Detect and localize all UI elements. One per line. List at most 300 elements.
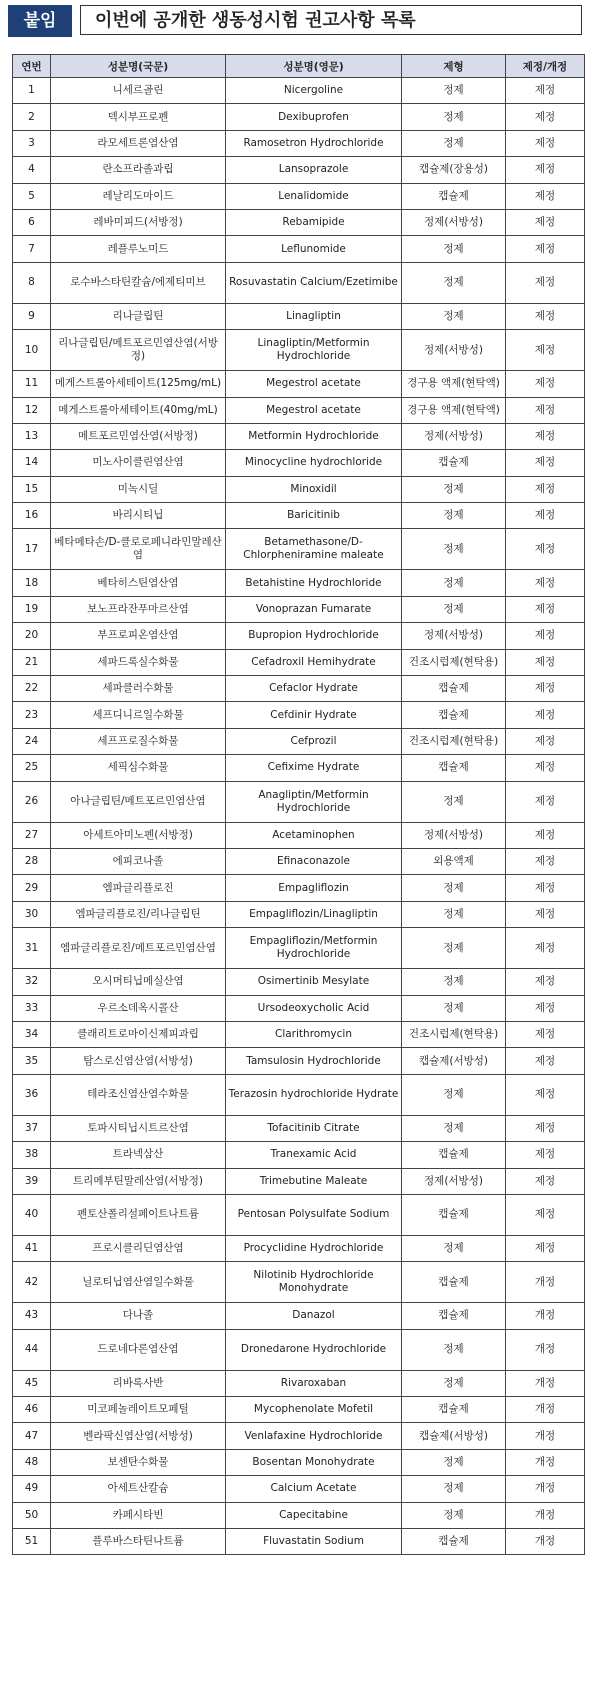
cell-status: 개정 xyxy=(506,1397,585,1423)
table-row xyxy=(13,1502,585,1528)
cell-english-name: Rebamipide xyxy=(226,209,402,235)
cell-number: 38 xyxy=(13,1142,51,1168)
table-row xyxy=(13,303,585,329)
cell-number: 13 xyxy=(13,423,51,449)
cell-dosage-form: 정제 xyxy=(402,596,506,622)
cell-number: 16 xyxy=(13,503,51,529)
cell-korean-name: 리나글립틴 xyxy=(51,303,226,329)
cell-korean-name: 클래리트로마이신제피과립 xyxy=(51,1021,226,1047)
cell-english-name: Lansoprazole xyxy=(226,157,402,183)
cell-status: 개정 xyxy=(506,1529,585,1555)
cell-number: 7 xyxy=(13,236,51,262)
cell-dosage-form: 정제(서방성) xyxy=(402,1168,506,1194)
cell-dosage-form: 정제(서방성) xyxy=(402,423,506,449)
cell-number: 9 xyxy=(13,303,51,329)
cell-dosage-form: 캡슐제 xyxy=(402,702,506,728)
cell-number: 37 xyxy=(13,1115,51,1141)
cell-dosage-form: 정제(서방성) xyxy=(402,822,506,848)
cell-number: 43 xyxy=(13,1303,51,1329)
cell-english-name: Tamsulosin Hydrochloride xyxy=(226,1048,402,1074)
cell-korean-name: 라모세트론염산염 xyxy=(51,130,226,156)
cell-dosage-form: 정제 xyxy=(402,303,506,329)
cell-dosage-form: 정제 xyxy=(402,969,506,995)
cell-number: 10 xyxy=(13,330,51,371)
cell-korean-name: 미녹시딜 xyxy=(51,476,226,502)
cell-dosage-form: 정제 xyxy=(402,529,506,570)
cell-dosage-form: 정제 xyxy=(402,130,506,156)
cell-status: 제정 xyxy=(506,676,585,702)
cell-dosage-form: 캡슐제(장용성) xyxy=(402,157,506,183)
cell-korean-name: 란소프라졸과립 xyxy=(51,157,226,183)
cell-korean-name: 로수바스타틴칼슘/에제티미브 xyxy=(51,262,226,303)
cell-number: 31 xyxy=(13,928,51,969)
cell-english-name: Nicergoline xyxy=(226,78,402,104)
cell-english-name: Megestrol acetate xyxy=(226,371,402,397)
cell-status: 개정 xyxy=(506,1449,585,1475)
cell-dosage-form: 캡슐제 xyxy=(402,1262,506,1303)
cell-number: 2 xyxy=(13,104,51,130)
cell-number: 18 xyxy=(13,570,51,596)
table-row xyxy=(13,1476,585,1502)
cell-number: 45 xyxy=(13,1370,51,1396)
cell-status: 제정 xyxy=(506,303,585,329)
table-row xyxy=(13,995,585,1021)
cell-status: 개정 xyxy=(506,1423,585,1449)
cell-status: 제정 xyxy=(506,1194,585,1235)
cell-korean-name: 세파드록실수화물 xyxy=(51,649,226,675)
cell-status: 제정 xyxy=(506,397,585,423)
table-row xyxy=(13,596,585,622)
cell-english-name: Fluvastatin Sodium xyxy=(226,1529,402,1555)
cell-korean-name: 레바미피드(서방정) xyxy=(51,209,226,235)
cell-english-name: Terazosin hydrochloride Hydrate xyxy=(226,1074,402,1115)
table-row xyxy=(13,1115,585,1141)
cell-status: 제정 xyxy=(506,649,585,675)
cell-number: 39 xyxy=(13,1168,51,1194)
cell-number: 40 xyxy=(13,1194,51,1235)
cell-korean-name: 아나글립틴/메트포르민염산염 xyxy=(51,781,226,822)
table-row xyxy=(13,157,585,183)
cell-number: 20 xyxy=(13,623,51,649)
table-row xyxy=(13,728,585,754)
cell-dosage-form: 캡슐제(서방성) xyxy=(402,1423,506,1449)
cell-dosage-form: 정제 xyxy=(402,1449,506,1475)
cell-number: 19 xyxy=(13,596,51,622)
table-row xyxy=(13,875,585,901)
cell-korean-name: 세프디니르일수화물 xyxy=(51,702,226,728)
cell-english-name: Trimebutine Maleate xyxy=(226,1168,402,1194)
cell-number: 46 xyxy=(13,1397,51,1423)
table-row xyxy=(13,822,585,848)
table-row xyxy=(13,1048,585,1074)
table-row xyxy=(13,450,585,476)
cell-english-name: Acetaminophen xyxy=(226,822,402,848)
table-row xyxy=(13,236,585,262)
cell-number: 26 xyxy=(13,781,51,822)
cell-status: 제정 xyxy=(506,1074,585,1115)
cell-number: 6 xyxy=(13,209,51,235)
cell-dosage-form: 캡슐제 xyxy=(402,755,506,781)
cell-status: 제정 xyxy=(506,529,585,570)
cell-english-name: Cefaclor Hydrate xyxy=(226,676,402,702)
table-row xyxy=(13,1529,585,1555)
cell-english-name: Betahistine Hydrochloride xyxy=(226,570,402,596)
table-row xyxy=(13,676,585,702)
cell-status: 제정 xyxy=(506,875,585,901)
cell-english-name: Cefprozil xyxy=(226,728,402,754)
cell-dosage-form: 정제(서방성) xyxy=(402,623,506,649)
cell-number: 32 xyxy=(13,969,51,995)
cell-number: 29 xyxy=(13,875,51,901)
cell-korean-name: 테라조신염산염수화물 xyxy=(51,1074,226,1115)
table-row xyxy=(13,901,585,927)
cell-english-name: Empagliflozin/Metformin Hydrochloride xyxy=(226,928,402,969)
table-row xyxy=(13,1194,585,1235)
cell-korean-name: 트라넥삼산 xyxy=(51,1142,226,1168)
cell-dosage-form: 정제 xyxy=(402,236,506,262)
table-row xyxy=(13,1397,585,1423)
table-row xyxy=(13,371,585,397)
cell-number: 22 xyxy=(13,676,51,702)
cell-english-name: Betamethasone/D-Chlorpheniramine maleate xyxy=(226,529,402,570)
cell-number: 25 xyxy=(13,755,51,781)
cell-english-name: Empagliflozin xyxy=(226,875,402,901)
cell-dosage-form: 정제 xyxy=(402,78,506,104)
table-row xyxy=(13,1235,585,1261)
cell-korean-name: 탐스로신염산염(서방성) xyxy=(51,1048,226,1074)
table-row xyxy=(13,1329,585,1370)
cell-status: 제정 xyxy=(506,848,585,874)
cell-number: 36 xyxy=(13,1074,51,1115)
cell-korean-name: 아세트산칼슘 xyxy=(51,1476,226,1502)
column-header-korean-name: 성분명(국문) xyxy=(51,55,226,78)
cell-dosage-form: 정제 xyxy=(402,901,506,927)
cell-number: 27 xyxy=(13,822,51,848)
cell-english-name: Anagliptin/Metformin Hydrochloride xyxy=(226,781,402,822)
cell-dosage-form: 정제 xyxy=(402,1235,506,1261)
table-row xyxy=(13,397,585,423)
cell-number: 8 xyxy=(13,262,51,303)
cell-dosage-form: 정제 xyxy=(402,875,506,901)
cell-status: 제정 xyxy=(506,371,585,397)
table-row xyxy=(13,104,585,130)
cell-dosage-form: 정제 xyxy=(402,1370,506,1396)
cell-korean-name: 벤라팍신염산염(서방성) xyxy=(51,1423,226,1449)
table-row xyxy=(13,1423,585,1449)
cell-number: 48 xyxy=(13,1449,51,1475)
cell-english-name: Efinaconazole xyxy=(226,848,402,874)
table-row xyxy=(13,423,585,449)
cell-korean-name: 보센탄수화물 xyxy=(51,1449,226,1475)
cell-number: 41 xyxy=(13,1235,51,1261)
cell-english-name: Minocycline hydrochloride xyxy=(226,450,402,476)
cell-korean-name: 메트포르민염산염(서방정) xyxy=(51,423,226,449)
cell-dosage-form: 정제(서방성) xyxy=(402,209,506,235)
cell-korean-name: 엠파글리플로진/메트포르민염산염 xyxy=(51,928,226,969)
cell-korean-name: 아세트아미노펜(서방정) xyxy=(51,822,226,848)
table-row xyxy=(13,209,585,235)
cell-status: 제정 xyxy=(506,570,585,596)
recommendation-table xyxy=(12,54,585,1555)
cell-status: 제정 xyxy=(506,901,585,927)
cell-korean-name: 덱시부프로펜 xyxy=(51,104,226,130)
cell-dosage-form: 캡슐제 xyxy=(402,450,506,476)
cell-korean-name: 미노사이클린염산염 xyxy=(51,450,226,476)
cell-status: 제정 xyxy=(506,423,585,449)
cell-korean-name: 리나글립틴/메트포르민염산염(서방정) xyxy=(51,330,226,371)
cell-dosage-form: 정제 xyxy=(402,1115,506,1141)
cell-dosage-form: 외용액제 xyxy=(402,848,506,874)
table-row xyxy=(13,1074,585,1115)
cell-dosage-form: 캡슐제 xyxy=(402,183,506,209)
cell-korean-name: 우르소데옥시콜산 xyxy=(51,995,226,1021)
cell-english-name: Pentosan Polysulfate Sodium xyxy=(226,1194,402,1235)
cell-number: 14 xyxy=(13,450,51,476)
cell-korean-name: 토파시티닙시트르산염 xyxy=(51,1115,226,1141)
cell-number: 50 xyxy=(13,1502,51,1528)
column-header-dosage-form: 제형 xyxy=(402,55,506,78)
cell-status: 제정 xyxy=(506,1115,585,1141)
cell-english-name: Bosentan Monohydrate xyxy=(226,1449,402,1475)
table-row xyxy=(13,330,585,371)
cell-english-name: Capecitabine xyxy=(226,1502,402,1528)
cell-english-name: Ursodeoxycholic Acid xyxy=(226,995,402,1021)
cell-english-name: Ramosetron Hydrochloride xyxy=(226,130,402,156)
cell-english-name: Leflunomide xyxy=(226,236,402,262)
cell-dosage-form: 건조시럽제(현탁용) xyxy=(402,728,506,754)
cell-korean-name: 미코페놀레이트모페틸 xyxy=(51,1397,226,1423)
cell-status: 제정 xyxy=(506,476,585,502)
table-row xyxy=(13,1449,585,1475)
cell-english-name: Danazol xyxy=(226,1303,402,1329)
table-row xyxy=(13,969,585,995)
column-header-english-name: 성분명(영문) xyxy=(226,55,402,78)
cell-dosage-form: 정제 xyxy=(402,503,506,529)
cell-number: 34 xyxy=(13,1021,51,1047)
cell-dosage-form: 정제 xyxy=(402,1074,506,1115)
cell-dosage-form: 경구용 액제(현탁액) xyxy=(402,371,506,397)
table-row xyxy=(13,1303,585,1329)
cell-english-name: Dexibuprofen xyxy=(226,104,402,130)
cell-number: 35 xyxy=(13,1048,51,1074)
cell-dosage-form: 정제 xyxy=(402,995,506,1021)
cell-number: 21 xyxy=(13,649,51,675)
cell-english-name: Calcium Acetate xyxy=(226,1476,402,1502)
cell-status: 개정 xyxy=(506,1329,585,1370)
cell-english-name: Cefixime Hydrate xyxy=(226,755,402,781)
cell-english-name: Procyclidine Hydrochloride xyxy=(226,1235,402,1261)
cell-english-name: Dronedarone Hydrochloride xyxy=(226,1329,402,1370)
table-row xyxy=(13,1142,585,1168)
cell-korean-name: 프로시클리딘염산염 xyxy=(51,1235,226,1261)
cell-number: 33 xyxy=(13,995,51,1021)
cell-dosage-form: 정제 xyxy=(402,781,506,822)
cell-status: 제정 xyxy=(506,702,585,728)
cell-number: 30 xyxy=(13,901,51,927)
cell-korean-name: 메게스트롤아세테이트(125mg/mL) xyxy=(51,371,226,397)
table-row xyxy=(13,570,585,596)
cell-status: 제정 xyxy=(506,1142,585,1168)
cell-english-name: Linagliptin/Metformin Hydrochloride xyxy=(226,330,402,371)
cell-english-name: Vonoprazan Fumarate xyxy=(226,596,402,622)
cell-dosage-form: 캡슐제 xyxy=(402,1194,506,1235)
cell-dosage-form: 정제 xyxy=(402,928,506,969)
cell-status: 제정 xyxy=(506,822,585,848)
cell-status: 개정 xyxy=(506,1262,585,1303)
cell-status: 개정 xyxy=(506,1370,585,1396)
table-row xyxy=(13,183,585,209)
cell-korean-name: 에피코나졸 xyxy=(51,848,226,874)
cell-number: 28 xyxy=(13,848,51,874)
cell-english-name: Megestrol acetate xyxy=(226,397,402,423)
cell-status: 제정 xyxy=(506,209,585,235)
cell-english-name: Linagliptin xyxy=(226,303,402,329)
cell-dosage-form: 건조시럽제(현탁용) xyxy=(402,649,506,675)
cell-korean-name: 다나졸 xyxy=(51,1303,226,1329)
table-row xyxy=(13,262,585,303)
cell-english-name: Osimertinib Mesylate xyxy=(226,969,402,995)
cell-english-name: Metformin Hydrochloride xyxy=(226,423,402,449)
cell-status: 제정 xyxy=(506,78,585,104)
cell-english-name: Bupropion Hydrochloride xyxy=(226,623,402,649)
cell-english-name: Baricitinib xyxy=(226,503,402,529)
cell-english-name: Lenalidomide xyxy=(226,183,402,209)
cell-korean-name: 베타히스틴염산염 xyxy=(51,570,226,596)
cell-korean-name: 부프로피온염산염 xyxy=(51,623,226,649)
cell-dosage-form: 건조시럽제(현탁용) xyxy=(402,1021,506,1047)
cell-korean-name: 카페시타빈 xyxy=(51,1502,226,1528)
table-row xyxy=(13,476,585,502)
cell-english-name: Rosuvastatin Calcium/Ezetimibe xyxy=(226,262,402,303)
cell-status: 개정 xyxy=(506,1502,585,1528)
cell-korean-name: 보노프라잔푸마르산염 xyxy=(51,596,226,622)
cell-status: 제정 xyxy=(506,450,585,476)
cell-status: 제정 xyxy=(506,728,585,754)
cell-number: 47 xyxy=(13,1423,51,1449)
cell-english-name: Mycophenolate Mofetil xyxy=(226,1397,402,1423)
document-header xyxy=(8,5,584,37)
cell-number: 24 xyxy=(13,728,51,754)
cell-number: 44 xyxy=(13,1329,51,1370)
cell-english-name: Empagliflozin/Linagliptin xyxy=(226,901,402,927)
cell-korean-name: 세프프로질수화물 xyxy=(51,728,226,754)
cell-korean-name: 닐로티닙염산염일수화물 xyxy=(51,1262,226,1303)
cell-status: 제정 xyxy=(506,1235,585,1261)
cell-korean-name: 레플루노미드 xyxy=(51,236,226,262)
cell-korean-name: 드로네다론염산염 xyxy=(51,1329,226,1370)
cell-dosage-form: 정제 xyxy=(402,1476,506,1502)
cell-status: 제정 xyxy=(506,781,585,822)
cell-korean-name: 펜토산폴리설페이트나트륨 xyxy=(51,1194,226,1235)
table-row xyxy=(13,755,585,781)
cell-dosage-form: 캡슐제(서방성) xyxy=(402,1048,506,1074)
cell-korean-name: 니세르골린 xyxy=(51,78,226,104)
cell-english-name: Tofacitinib Citrate xyxy=(226,1115,402,1141)
column-header-status: 제정/개정 xyxy=(506,55,585,78)
cell-english-name: Minoxidil xyxy=(226,476,402,502)
cell-status: 제정 xyxy=(506,104,585,130)
table-row xyxy=(13,78,585,104)
cell-english-name: Cefdinir Hydrate xyxy=(226,702,402,728)
cell-korean-name: 트리메부틴말레산염(서방정) xyxy=(51,1168,226,1194)
cell-number: 12 xyxy=(13,397,51,423)
cell-number: 51 xyxy=(13,1529,51,1555)
cell-dosage-form: 캡슐제 xyxy=(402,1142,506,1168)
cell-korean-name: 베타메타손/D-클로로페니라민말레산염 xyxy=(51,529,226,570)
cell-english-name: Cefadroxil Hemihydrate xyxy=(226,649,402,675)
cell-status: 제정 xyxy=(506,623,585,649)
cell-dosage-form: 정제 xyxy=(402,1329,506,1370)
cell-dosage-form: 캡슐제 xyxy=(402,1303,506,1329)
cell-status: 제정 xyxy=(506,1168,585,1194)
cell-status: 제정 xyxy=(506,130,585,156)
cell-korean-name: 리바록사반 xyxy=(51,1370,226,1396)
cell-status: 제정 xyxy=(506,596,585,622)
cell-number: 42 xyxy=(13,1262,51,1303)
cell-status: 제정 xyxy=(506,330,585,371)
cell-status: 제정 xyxy=(506,236,585,262)
table-row xyxy=(13,1168,585,1194)
table-row xyxy=(13,781,585,822)
cell-korean-name: 오시머티닙메실산염 xyxy=(51,969,226,995)
cell-number: 15 xyxy=(13,476,51,502)
cell-korean-name: 세파클러수화물 xyxy=(51,676,226,702)
page-title: 이번에 공개한 생동성시험 권고사항 목록 xyxy=(80,5,582,35)
cell-status: 제정 xyxy=(506,157,585,183)
cell-dosage-form: 정제(서방성) xyxy=(402,330,506,371)
cell-english-name: Tranexamic Acid xyxy=(226,1142,402,1168)
cell-status: 제정 xyxy=(506,262,585,303)
table-row xyxy=(13,1262,585,1303)
cell-status: 제정 xyxy=(506,503,585,529)
cell-korean-name: 세픽심수화물 xyxy=(51,755,226,781)
cell-korean-name: 플루바스타틴나트륨 xyxy=(51,1529,226,1555)
table-row xyxy=(13,130,585,156)
table-row xyxy=(13,503,585,529)
cell-english-name: Nilotinib Hydrochloride Monohydrate xyxy=(226,1262,402,1303)
cell-dosage-form: 정제 xyxy=(402,570,506,596)
table-row xyxy=(13,928,585,969)
cell-english-name: Venlafaxine Hydrochloride xyxy=(226,1423,402,1449)
cell-status: 제정 xyxy=(506,183,585,209)
cell-dosage-form: 캡슐제 xyxy=(402,676,506,702)
cell-korean-name: 메게스트롤아세테이트(40mg/mL) xyxy=(51,397,226,423)
table-row xyxy=(13,529,585,570)
cell-number: 4 xyxy=(13,157,51,183)
cell-number: 11 xyxy=(13,371,51,397)
cell-korean-name: 엠파글리플로진/리나글립틴 xyxy=(51,901,226,927)
cell-number: 3 xyxy=(13,130,51,156)
cell-korean-name: 레날리도마이드 xyxy=(51,183,226,209)
cell-dosage-form: 정제 xyxy=(402,104,506,130)
column-header-number: 연번 xyxy=(13,55,51,78)
cell-dosage-form: 정제 xyxy=(402,476,506,502)
cell-status: 제정 xyxy=(506,1048,585,1074)
table-header-row xyxy=(13,55,585,78)
table-row xyxy=(13,702,585,728)
cell-status: 제정 xyxy=(506,1021,585,1047)
attachment-badge: 붙임 xyxy=(8,5,72,37)
cell-dosage-form: 정제 xyxy=(402,262,506,303)
cell-dosage-form: 경구용 액제(현탁액) xyxy=(402,397,506,423)
cell-korean-name: 바리시티닙 xyxy=(51,503,226,529)
cell-status: 제정 xyxy=(506,995,585,1021)
cell-dosage-form: 캡슐제 xyxy=(402,1397,506,1423)
table-row xyxy=(13,649,585,675)
cell-number: 23 xyxy=(13,702,51,728)
cell-english-name: Clarithromycin xyxy=(226,1021,402,1047)
cell-status: 개정 xyxy=(506,1476,585,1502)
